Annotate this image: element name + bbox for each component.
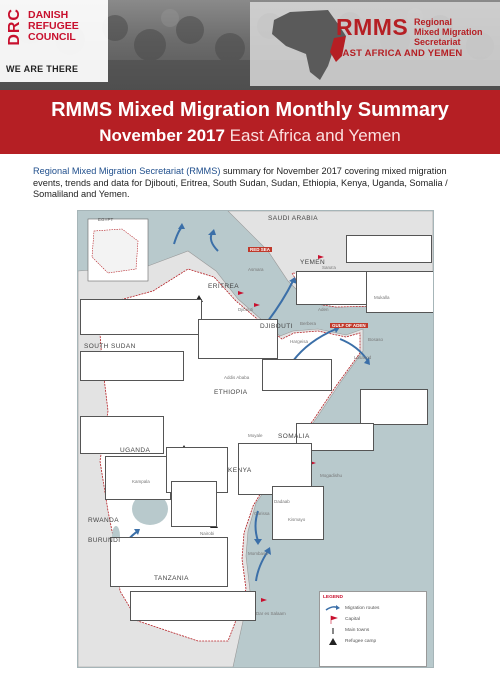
label-gulf-of-aden: GULF OF ADEN — [332, 323, 366, 328]
city-dar-es-salaam: Dar es Salaam — [256, 611, 286, 616]
city-nairobi: Nairobi — [200, 531, 215, 536]
header-banner — [0, 0, 500, 90]
rmms-logo: RMMS — [336, 14, 409, 40]
legend-item-routes: Migration routes — [323, 603, 423, 614]
drc-mark: DRC — [6, 8, 23, 46]
city-aden: Aden — [318, 307, 329, 312]
city-djibouti: Djibouti — [238, 307, 254, 312]
legend-item-capital: Capital — [323, 614, 423, 625]
city-kampala: Kampala — [132, 479, 150, 484]
city-mogadishu: Mogadishu — [320, 473, 343, 478]
city-mukalla: Mukalla — [374, 295, 390, 300]
annotation-south-sudan — [80, 299, 202, 335]
annotation-mombasa — [272, 486, 324, 540]
intro-lead: Regional Mixed Migration Secretariat (RMMS) — [33, 166, 221, 176]
city-hargeisa: Hargeisa — [290, 339, 309, 344]
rmms-region: EAST AFRICA AND YEMEN — [336, 48, 463, 59]
legend-title: LEGEND — [323, 595, 343, 600]
label-yemen: YEMEN — [300, 259, 326, 266]
city-mombasa: Mombasa — [248, 551, 268, 556]
label-ethiopia: ETHIOPIA — [214, 389, 248, 396]
legend-item-towns: Main towns — [323, 625, 423, 636]
rmms-subtitle: Regional Mixed Migration Secretariat — [414, 17, 483, 47]
label-red-sea: RED SEA — [250, 247, 271, 252]
label-djibouti: DJIBOUTI — [260, 323, 293, 330]
legend-item-camp: Refugee camp — [323, 636, 423, 647]
refugee-camp-icon — [325, 636, 341, 647]
city-addis-ababa: Addis Ababa — [224, 375, 250, 380]
drc-tagline: WE ARE THERE — [6, 64, 79, 74]
annotation-gulf — [366, 271, 434, 313]
map-legend — [319, 591, 427, 667]
city-garissa: Garissa — [254, 511, 270, 516]
route-arrow-icon — [325, 603, 341, 614]
drc-org-name: DANISH REFUGEE COUNCIL — [28, 9, 79, 43]
annotation-south-sudan-2 — [80, 351, 184, 381]
label-kenya: KENYA — [228, 467, 252, 474]
region-map — [77, 210, 434, 668]
capital-flag-icon — [325, 614, 341, 625]
label-tanzania: TANZANIA — [154, 575, 189, 582]
label-rwanda: RWANDA — [88, 517, 119, 524]
label-south-sudan: SOUTH SUDAN — [84, 343, 136, 350]
intro-text: summary for November 2017 covering mixed migration events, trends and data for Djibouti, Eritrea, South Sudan, Sudan, Ethiopia, Kenya, Uganda, Somalia / Somaliland and Yemen. — [33, 166, 448, 199]
label-burundi: BURUNDI — [88, 537, 121, 544]
page-subtitle — [0, 126, 500, 146]
city-dadaab: Dadaab — [274, 499, 290, 504]
annotation-tanzania-2 — [130, 591, 256, 621]
label-somalia: SOMALIA — [278, 433, 310, 440]
label-egypt: EGYPT — [98, 217, 114, 222]
city-sanaa: Sana'a — [322, 265, 336, 270]
label-saudi-arabia: SAUDI ARABIA — [268, 215, 318, 222]
label-uganda: UGANDA — [120, 447, 151, 454]
city-moyale: Moyale — [248, 433, 263, 438]
page-title: RMMS Mixed Migration Monthly Summary — [51, 99, 449, 121]
subtitle-month: November 2017 — [99, 126, 225, 145]
city-berbera: Berbera — [300, 321, 317, 326]
annotation-kenya-3 — [171, 481, 217, 527]
annotation-somalia — [360, 389, 428, 425]
town-icon — [325, 625, 341, 636]
city-asmara: Asmara — [248, 267, 264, 272]
annotation-ethiopia — [262, 359, 332, 391]
annotation-yemen-2 — [346, 235, 432, 263]
subtitle-region: East Africa and Yemen — [229, 126, 401, 145]
drc-logo — [0, 0, 108, 82]
label-eritrea: ERITREA — [208, 283, 239, 290]
annotation-uganda-2 — [105, 456, 171, 500]
intro-paragraph — [33, 166, 473, 201]
city-lasanod: Lasanod — [354, 355, 372, 360]
city-bosaso: Bosaso — [368, 337, 384, 342]
city-kismayo: Kismayo — [288, 517, 306, 522]
